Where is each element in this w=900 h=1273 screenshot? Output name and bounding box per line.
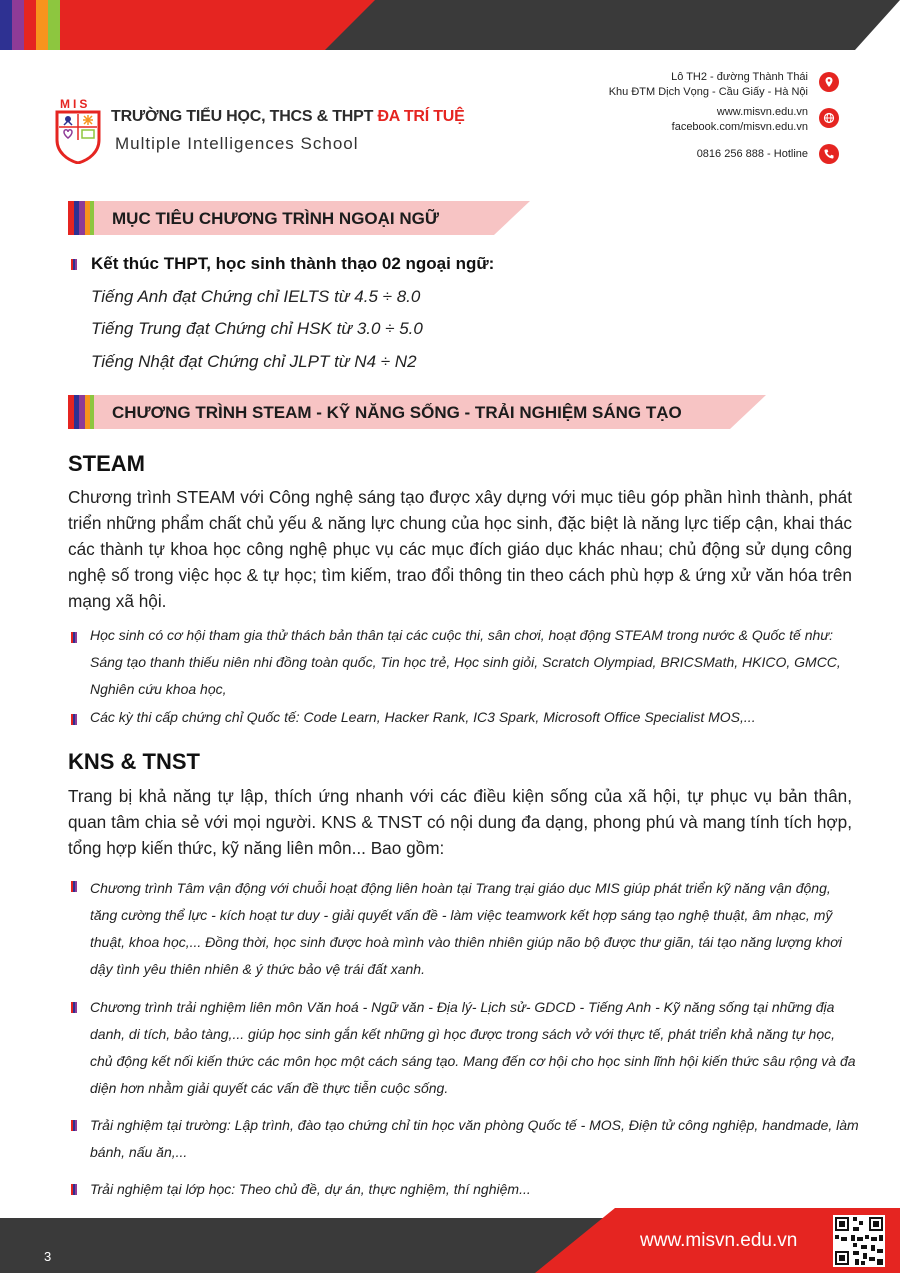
- kns-paragraph: Trang bị khả năng tự lập, thích ứng nhanh với các điều kiện sống của xã hội, tự phục vụ bản thân, quan tâm chia sẻ với mọi người. KNS & TNST có nội dung đa dạng, phong phú và mang tính tích hợp, tổng hợp kiến thức, kỹ năng liên môn... Bao gồm:: [68, 786, 852, 858]
- bullet-marker: [71, 1120, 77, 1131]
- footer-website-link[interactable]: www.misvn.edu.vn: [640, 1230, 798, 1251]
- kns-bullet-interdisciplinary: Chương trình trải nghiệm liên môn Văn hoá - Ngữ văn - Địa lý- Lịch sử- GDCD - Tiếng Anh - Kỹ năng sống tại những địa danh, di tích, bảo tàng,... giúp học sinh gắn kết những gì học được trong sách vở với thực tế, phát triển khả năng tự học, chủ động kết nối kiến thức các môn học một cách sáng tạo. Mang đến cơ hội cho học sinh lĩnh hội kiến thức sâu rộng và đa diện hơn nhằm giải quyết các vấn đề thực tiễn cuộc sống.: [90, 999, 856, 1096]
- steam-bullet-certificates: Các kỳ thi cấp chứng chỉ Quốc tế: Code Learn, Hacker Rank, IC3 Spark, Microsoft Office Specialist MOS,...: [90, 709, 756, 725]
- steam-bullet-competitions: Học sinh có cơ hội tham gia thử thách bản thân tại các cuộc thi, sân chơi, hoạt động STEAM trong nước & Quốc tế như: Sáng tạo thanh thiếu niên nhi đồng toàn quốc, Tin học trẻ, Học sinh giỏi, Scratch Olympiad, BRICSMath, HKICO, GMCC, Nghiên cứu khoa học,: [90, 627, 841, 697]
- logo-mis-text: MIS: [60, 97, 91, 111]
- school-shield-logo: [55, 110, 101, 164]
- school-name-highlight: ĐA TRÍ TUỆ: [377, 108, 465, 125]
- qr-code-icon[interactable]: [833, 1215, 885, 1267]
- address-line-2: Khu ĐTM Dịch Vọng - Cầu Giấy - Hà Nội: [608, 86, 808, 98]
- school-name-main: TRƯỜNG TIỂU HỌC, THCS & THPT: [111, 108, 378, 125]
- section-stripes: [68, 395, 96, 429]
- contact-web: [672, 105, 808, 135]
- bullet-marker: [71, 1184, 77, 1195]
- kns-bullet-motor: Chương trình Tâm vận động với chuỗi hoạt động liên hoàn tại Trang trại giáo dục MIS giúp phát triển kỹ năng vận động, tăng cường thể lực - kích hoạt tư duy - giải quyết vấn đề - làm việc teamwork kết hợp sáng tạo nghệ thuật, âm nhạc, mỹ thuật, khoa học,... Đồng thời, học sinh được hoà mình vào thiên nhiên giúp não bộ được thư giãn, tái tạo năng lượng khơi dậy tình yêu thiên nhiên & ý thức bảo vệ trái đất xanh.: [90, 880, 842, 977]
- location-icon: [819, 72, 839, 92]
- kns-bullet-class: Trải nghiệm tại lớp học: Theo chủ đề, dự án, thực nghiệm, thí nghiệm...: [90, 1181, 531, 1197]
- kns-bullet-school: Trải nghiệm tại trường: Lập trình, đào tạo chứng chỉ tin học văn phòng Quốc tế - MOS, Điện tử công nghiệp, handmade, làm bánh, nấu ăn,...: [90, 1117, 859, 1160]
- bullet-marker: [71, 714, 77, 725]
- language-goal-lead: Kết thúc THPT, học sinh thành thạo 02 ngoại ngữ:: [91, 254, 495, 273]
- page-number: 3: [44, 1249, 52, 1264]
- japanese-goal: Tiếng Nhật đạt Chứng chỉ JLPT từ N4 ÷ N2: [91, 352, 417, 371]
- bullet-marker: [71, 632, 77, 643]
- section-title-steam: CHƯƠNG TRÌNH STEAM - KỸ NĂNG SỐNG - TRẢI NGHIỆM SÁNG TẠO: [112, 403, 682, 422]
- contact-hotline[interactable]: 0816 256 888 - Hotline: [696, 148, 808, 160]
- bullet-marker: [71, 259, 77, 270]
- header-color-stripes: [0, 0, 72, 50]
- footer-dark-band: [0, 1218, 620, 1273]
- address-line-1: Lô TH2 - đường Thành Thái: [671, 71, 808, 83]
- bullet-marker: [71, 1002, 77, 1013]
- bullet-marker: [71, 881, 77, 892]
- kns-heading: KNS & TNST: [68, 749, 200, 774]
- school-name: [111, 108, 465, 126]
- contact-address: [609, 70, 808, 100]
- chinese-goal: Tiếng Trung đạt Chứng chỉ HSK từ 3.0 ÷ 5.0: [91, 319, 423, 338]
- section-title-language: MỤC TIÊU CHƯƠNG TRÌNH NGOẠI NGỮ: [112, 209, 439, 228]
- facebook-link[interactable]: facebook.com/misvn.edu.vn: [671, 121, 808, 133]
- website-link[interactable]: www.misvn.edu.vn: [716, 106, 808, 118]
- globe-icon: [819, 108, 839, 128]
- section-stripes: [68, 201, 96, 235]
- school-name-english: Multiple Intelligences School: [115, 134, 359, 153]
- steam-paragraph: Chương trình STEAM với Công nghệ sáng tạo được xây dựng với mục tiêu góp phần hình thành, phát triển những phẩm chất chủ yếu & năng lực chung của học sinh, đặc biệt là năng lực tiếp cận, khai thác các thành tự khoa học công nghệ phục vụ các mục đích giáo dục khác nhau; chủ động sử dụng công nghệ số trong việc học & tự học; tìm kiếm, trao đổi thông tin theo cách phù hợp & ứng xử văn hóa trên mạng xã hội.: [68, 487, 852, 611]
- steam-heading: STEAM: [68, 451, 145, 476]
- phone-icon: [819, 144, 839, 164]
- english-goal: Tiếng Anh đạt Chứng chỉ IELTS từ 4.5 ÷ 8.0: [91, 287, 421, 306]
- header-dark-band: [300, 0, 900, 50]
